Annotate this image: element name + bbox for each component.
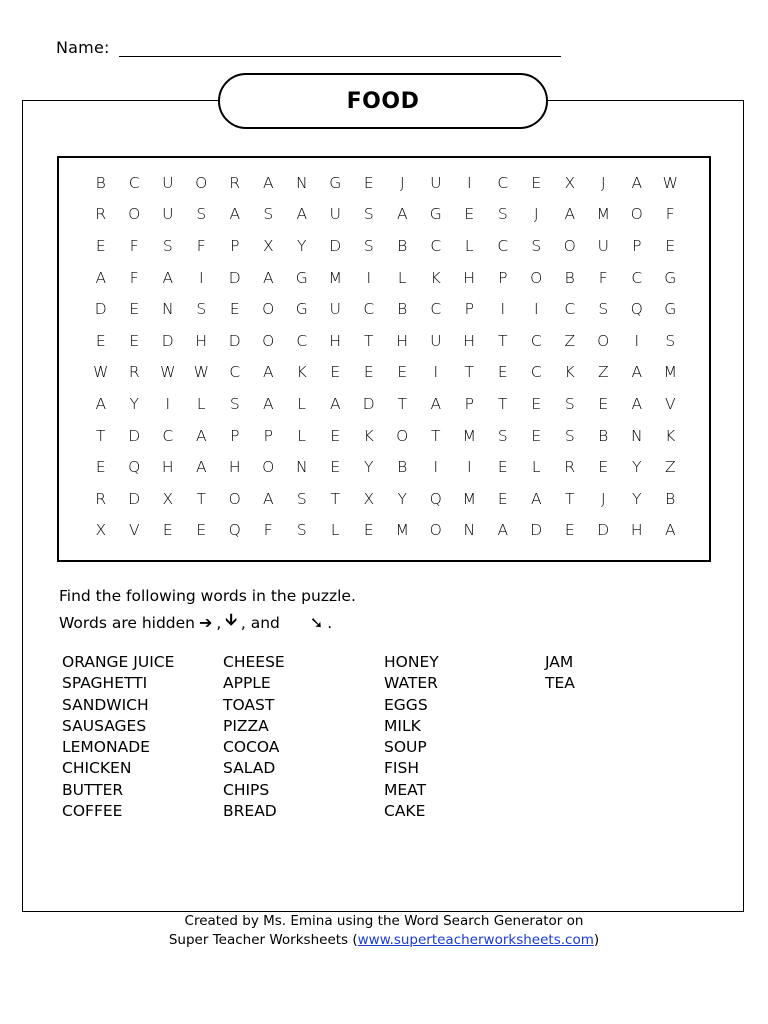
grid-letter: A: [262, 363, 274, 382]
grid-letter: C: [128, 173, 140, 192]
grid-letter: M: [663, 363, 677, 382]
grid-letter: S: [665, 331, 676, 350]
grid-letter: J: [600, 489, 606, 508]
grid-letter: H: [630, 521, 643, 540]
grid-letter: S: [497, 426, 508, 445]
grid-letter: C: [430, 236, 442, 255]
grid-letter: Q: [630, 300, 643, 319]
grid-letter: S: [564, 426, 575, 445]
word-item: CHICKEN: [62, 759, 132, 778]
grid-letter: A: [95, 394, 107, 413]
grid-letter: L: [196, 394, 206, 413]
grid-letter: F: [598, 268, 608, 287]
grid-letter: G: [664, 300, 677, 319]
grid-letter: E: [330, 426, 341, 445]
grid-letter: C: [631, 268, 643, 287]
grid-letter: O: [563, 236, 576, 255]
grid-letter: T: [565, 489, 575, 508]
grid-letter: D: [161, 331, 174, 350]
grid-letter: B: [665, 489, 676, 508]
grid-letter: X: [564, 173, 576, 192]
grid-letter: S: [196, 300, 207, 319]
word-item: SANDWICH: [62, 695, 149, 714]
grid-letter: T: [330, 489, 340, 508]
word-item: CHIPS: [223, 780, 270, 799]
grid-letter: V: [664, 394, 676, 413]
grid-letter: E: [497, 489, 508, 508]
grid-letter: S: [363, 236, 374, 255]
grid-letter: E: [330, 363, 341, 382]
word-item: BREAD: [223, 802, 277, 821]
word-item: COCOA: [223, 738, 280, 757]
word-item: CAKE: [384, 802, 426, 821]
grid-letter: L: [297, 426, 307, 445]
grid-letter: P: [498, 268, 508, 287]
grid-letter: C: [530, 331, 542, 350]
credit-prefix: Super Teacher Worksheets (: [168, 932, 358, 948]
grid-letter: O: [128, 205, 141, 224]
grid-letter: O: [530, 268, 543, 287]
grid-letter: U: [162, 205, 174, 224]
grid-letter: A: [329, 394, 341, 413]
grid-letter: D: [94, 300, 107, 319]
grid-letter: C: [530, 363, 542, 382]
word-item: PIZZA: [223, 716, 269, 735]
grid-letter: D: [228, 331, 241, 350]
grid-letter: O: [262, 458, 275, 477]
word-item: FISH: [384, 759, 419, 778]
grid-letter: O: [396, 426, 409, 445]
word-item: WATER: [384, 674, 438, 693]
grid-letter: P: [632, 236, 642, 255]
word-item: SPAGHETTI: [62, 674, 148, 693]
grid-letter: E: [665, 236, 676, 255]
grid-letter: E: [162, 521, 173, 540]
grid-letter: R: [128, 363, 140, 382]
name-line: [119, 56, 561, 57]
grid-letter: V: [128, 521, 140, 540]
grid-letter: C: [430, 300, 442, 319]
grid-letter: B: [95, 173, 106, 192]
grid-letter: E: [363, 173, 374, 192]
word-item: MILK: [384, 716, 421, 735]
grid-letter: H: [329, 331, 342, 350]
grid-letter: N: [295, 173, 308, 192]
grid-letter: U: [430, 173, 442, 192]
grid-letter: E: [95, 331, 106, 350]
grid-letter: Q: [429, 489, 442, 508]
grid-letter: H: [463, 331, 476, 350]
grid-letter: N: [295, 458, 308, 477]
grid-letter: O: [597, 331, 610, 350]
grid-letter: E: [196, 521, 207, 540]
grid-letter: S: [598, 300, 609, 319]
grid-letter: B: [397, 236, 408, 255]
grid-letter: P: [230, 426, 240, 445]
word-item: SALAD: [223, 759, 276, 778]
grid-letter: S: [196, 205, 207, 224]
grid-letter: Z: [564, 331, 576, 350]
grid-letter: H: [463, 268, 476, 287]
grid-letter: A: [195, 458, 207, 477]
grid-letter: B: [598, 426, 609, 445]
grid-letter: M: [462, 426, 476, 445]
grid-letter: S: [497, 205, 508, 224]
word-item: APPLE: [223, 674, 271, 693]
grid-letter: Y: [364, 458, 374, 477]
grid-letter: H: [228, 458, 241, 477]
grid-letter: E: [598, 458, 609, 477]
word-item: EGGS: [384, 695, 428, 714]
word-item: CHEESE: [223, 653, 285, 671]
grid-letter: T: [498, 331, 508, 350]
grid-letter: I: [366, 268, 372, 287]
grid-letter: E: [363, 521, 374, 540]
grid-letter: I: [433, 458, 439, 477]
grid-letter: Q: [228, 521, 241, 540]
grid-letter: E: [330, 458, 341, 477]
grid-letter: C: [497, 173, 509, 192]
grid-letter: C: [363, 300, 375, 319]
grid-letter: M: [328, 268, 342, 287]
name-label: Name:: [56, 38, 110, 57]
grid-letter: F: [263, 521, 273, 540]
grid-letter: K: [665, 426, 676, 445]
instruction-sep-2: , and: [240, 613, 280, 632]
grid-letter: F: [129, 236, 139, 255]
grid-letter: S: [564, 394, 575, 413]
grid-letter: G: [329, 173, 342, 192]
grid-letter: I: [466, 458, 472, 477]
grid-letter: E: [229, 300, 240, 319]
grid-letter: A: [195, 426, 207, 445]
grid-letter: N: [630, 426, 643, 445]
grid-letter: F: [665, 205, 675, 224]
grid-letter: D: [362, 394, 375, 413]
grid-letter: E: [531, 394, 542, 413]
grid-letter: Z: [597, 363, 609, 382]
grid-letter: O: [429, 521, 442, 540]
grid-letter: W: [193, 363, 209, 382]
grid-letter: E: [129, 300, 140, 319]
grid-letter: C: [162, 426, 174, 445]
grid-letter: S: [363, 205, 374, 224]
grid-letter: F: [196, 236, 206, 255]
grid-letter: E: [564, 521, 575, 540]
grid-letter: D: [128, 426, 141, 445]
grid-letter: E: [497, 363, 508, 382]
grid-letter: Y: [632, 489, 642, 508]
grid-letter: E: [497, 458, 508, 477]
grid-letter: D: [597, 521, 610, 540]
grid-letter: A: [229, 205, 241, 224]
grid-letter: A: [564, 205, 576, 224]
grid-letter: O: [228, 489, 241, 508]
grid-letter: E: [95, 458, 106, 477]
grid-letter: Y: [297, 236, 307, 255]
word-item: HONEY: [384, 653, 439, 671]
grid-letter: L: [297, 394, 307, 413]
grid-letter: G: [664, 268, 677, 287]
grid-letter: T: [464, 363, 474, 382]
instruction-end: .: [327, 613, 333, 632]
grid-letter: O: [195, 173, 208, 192]
grid-letter: E: [598, 394, 609, 413]
grid-letter: Z: [664, 458, 676, 477]
grid-letter: K: [296, 363, 307, 382]
grid-letter: P: [263, 426, 273, 445]
grid-letter: R: [95, 489, 107, 508]
grid-letter: D: [530, 521, 543, 540]
grid-letter: S: [263, 205, 274, 224]
grid-letter: X: [262, 236, 274, 255]
grid-letter: N: [161, 300, 174, 319]
instruction-line-2: [59, 609, 332, 636]
instruction-sep-1: ,: [216, 613, 222, 632]
word-item: ORANGE JUICE: [62, 653, 175, 671]
grid-letter: P: [464, 394, 474, 413]
word-item: BUTTER: [62, 780, 124, 799]
grid-letter: H: [396, 331, 409, 350]
grid-letter: U: [329, 300, 341, 319]
grid-letter: A: [631, 394, 643, 413]
instruction-prefix: Words are hidden: [59, 613, 196, 632]
grid-letter: E: [129, 331, 140, 350]
grid-letter: P: [230, 236, 240, 255]
grid-letter: C: [229, 363, 241, 382]
grid-letter: I: [533, 300, 539, 319]
grid-letter: S: [229, 394, 240, 413]
letter-grid: [84, 167, 687, 546]
grid-letter: A: [95, 268, 107, 287]
grid-letter: H: [161, 458, 174, 477]
grid-letter: A: [296, 205, 308, 224]
grid-letter: U: [329, 205, 341, 224]
grid-letter: A: [631, 363, 643, 382]
grid-letter: I: [198, 268, 204, 287]
grid-letter: B: [397, 458, 408, 477]
grid-letter: T: [364, 331, 374, 350]
grid-letter: A: [262, 489, 274, 508]
credit-line-2: [0, 932, 768, 948]
grid-letter: I: [500, 300, 506, 319]
word-item: COFFEE: [62, 802, 123, 821]
grid-letter: E: [397, 363, 408, 382]
grid-letter: U: [597, 236, 609, 255]
grid-letter: A: [162, 268, 174, 287]
grid-letter: C: [564, 300, 576, 319]
grid-letter: E: [95, 236, 106, 255]
grid-letter: A: [530, 489, 542, 508]
word-item: LEMONADE: [62, 738, 150, 757]
word-column: [62, 652, 223, 822]
credit-link[interactable]: www.superteacherworksheets.com: [357, 932, 594, 948]
word-item: MEAT: [384, 780, 427, 799]
grid-letter: E: [363, 363, 374, 382]
grid-letter: O: [630, 205, 643, 224]
word-item: SOUP: [384, 738, 427, 757]
instruction-line-1: Find the following words in the puzzle.: [59, 587, 356, 605]
grid-letter: J: [533, 205, 539, 224]
grid-letter: E: [531, 426, 542, 445]
grid-letter: A: [664, 521, 676, 540]
grid-letter: R: [564, 458, 576, 477]
grid-letter: K: [363, 426, 374, 445]
grid-letter: J: [600, 173, 606, 192]
grid-letter: G: [295, 300, 308, 319]
grid-letter: A: [262, 394, 274, 413]
grid-letter: Y: [632, 458, 642, 477]
grid-letter: A: [497, 521, 509, 540]
grid-letter: U: [162, 173, 174, 192]
grid-letter: W: [93, 363, 109, 382]
grid-letter: D: [228, 268, 241, 287]
grid-letter: R: [95, 205, 107, 224]
grid-letter: D: [128, 489, 141, 508]
grid-letter: M: [596, 205, 610, 224]
grid-letter: S: [296, 489, 307, 508]
grid-letter: A: [631, 173, 643, 192]
grid-letter: T: [196, 489, 206, 508]
grid-letter: H: [195, 331, 208, 350]
grid-letter: L: [464, 236, 474, 255]
grid-letter: O: [262, 300, 275, 319]
grid-letter: W: [662, 173, 678, 192]
word-column: [384, 652, 545, 822]
grid-letter: T: [431, 426, 441, 445]
grid-letter: S: [162, 236, 173, 255]
grid-letter: E: [531, 173, 542, 192]
word-column: [545, 652, 706, 822]
word-item: TEA: [545, 674, 575, 693]
grid-letter: E: [464, 205, 475, 224]
grid-letter: P: [464, 300, 474, 319]
grid-letter: Y: [129, 394, 139, 413]
grid-letter: I: [466, 173, 472, 192]
grid-letter: C: [497, 236, 509, 255]
grid-letter: T: [498, 394, 508, 413]
grid-letter: G: [429, 205, 442, 224]
grid-letter: X: [162, 489, 174, 508]
grid-letter: A: [430, 394, 442, 413]
arrow-right-icon: ➔: [199, 613, 213, 632]
grid-letter: I: [165, 394, 171, 413]
grid-letter: T: [96, 426, 106, 445]
grid-letter: S: [296, 521, 307, 540]
grid-letter: N: [463, 521, 476, 540]
grid-letter: A: [396, 205, 408, 224]
grid-letter: W: [160, 363, 176, 382]
credit-line-1: Created by Ms. Emina using the Word Search Generator on: [184, 913, 584, 929]
grid-letter: F: [129, 268, 139, 287]
arrow-down-icon: 🡫: [225, 610, 237, 629]
grid-letter: X: [363, 489, 375, 508]
grid-letter: L: [397, 268, 407, 287]
grid-letter: B: [397, 300, 408, 319]
grid-letter: G: [295, 268, 308, 287]
grid-letter: M: [395, 521, 409, 540]
grid-letter: J: [399, 173, 405, 192]
grid-letter: T: [397, 394, 407, 413]
grid-letter: A: [262, 173, 274, 192]
word-item: JAM: [545, 653, 574, 671]
credit-suffix: ): [593, 932, 600, 948]
grid-letter: L: [531, 458, 541, 477]
grid-letter: D: [329, 236, 342, 255]
grid-letter: M: [462, 489, 476, 508]
grid-letter: I: [634, 331, 640, 350]
worksheet-title: FOOD: [218, 73, 548, 129]
grid-letter: A: [262, 268, 274, 287]
grid-letter: I: [433, 363, 439, 382]
grid-letter: U: [430, 331, 442, 350]
grid-letter: X: [95, 521, 107, 540]
word-list: [62, 652, 706, 822]
grid-letter: R: [229, 173, 241, 192]
arrow-diagonal-icon: ➘: [309, 613, 324, 632]
grid-letter: O: [262, 331, 275, 350]
grid-letter: K: [564, 363, 575, 382]
grid-letter: S: [531, 236, 542, 255]
grid-letter: B: [564, 268, 575, 287]
word-item: SAUSAGES: [62, 716, 147, 735]
word-item: TOAST: [223, 695, 275, 714]
grid-letter: C: [296, 331, 308, 350]
word-column: [223, 652, 384, 822]
grid-letter: L: [330, 521, 340, 540]
grid-letter: Y: [397, 489, 407, 508]
grid-letter: Q: [128, 458, 141, 477]
grid-letter: K: [430, 268, 441, 287]
